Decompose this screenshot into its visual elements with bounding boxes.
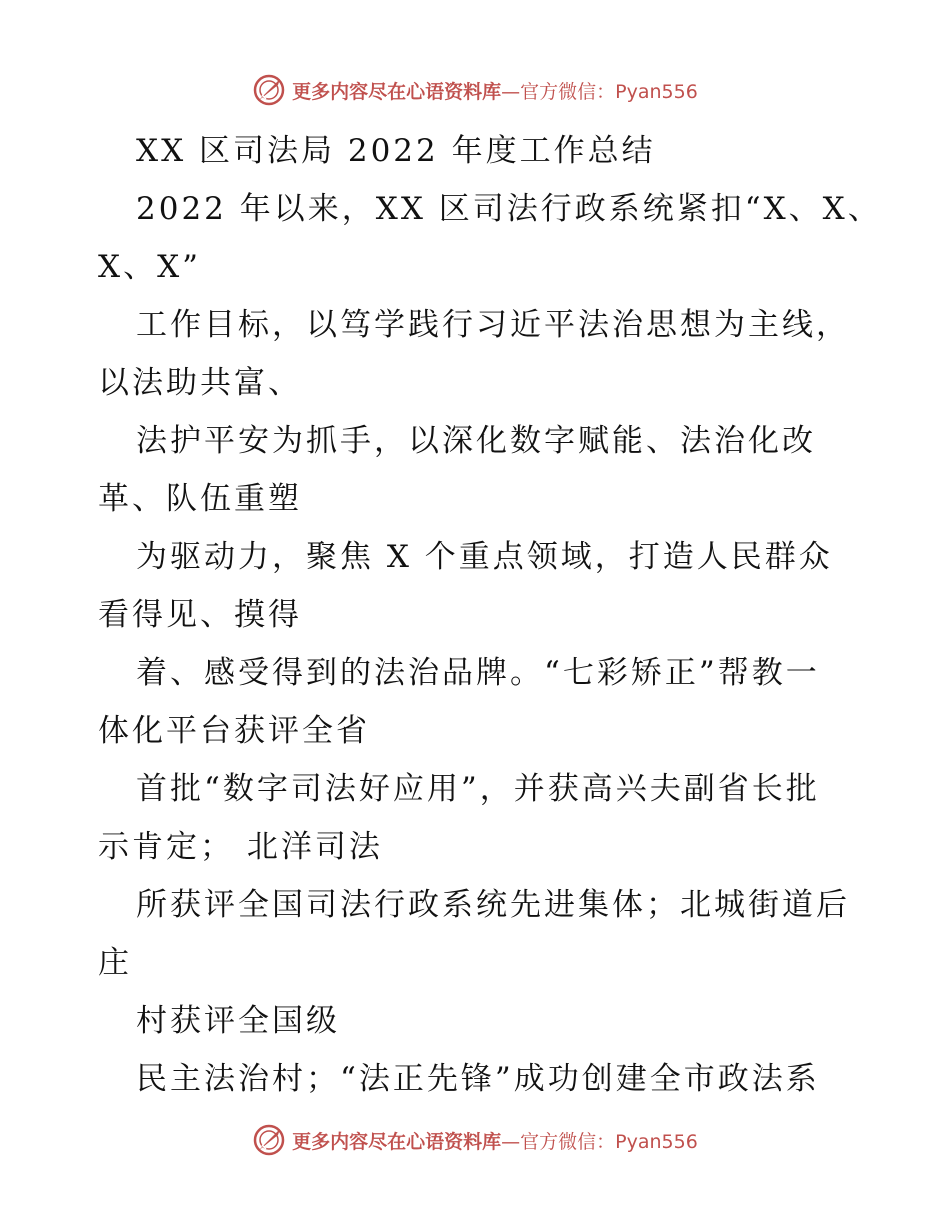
header-dash: — xyxy=(501,80,521,103)
paragraph-line: 庄 xyxy=(98,945,132,981)
paragraph-line: 以法助共富、 xyxy=(98,365,302,401)
footer-wechat-text: 官方微信：Pyan556 xyxy=(520,1130,698,1153)
document-title: XX 区司法局 2022 年度工作总结 xyxy=(136,133,656,169)
pen-seal-icon xyxy=(252,1123,286,1157)
footer-dash: — xyxy=(501,1130,521,1153)
header-banner-text xyxy=(292,77,698,104)
footer-banner-text xyxy=(292,1127,698,1154)
paragraph-line: 体化平台获评全省 xyxy=(98,713,370,749)
paragraph-line: 看得见、摸得 xyxy=(98,597,302,633)
header-banner-content xyxy=(252,73,698,107)
paragraph-line: 工作目标，以笃学践行习近平法治思想为主线， xyxy=(136,307,850,343)
paragraph-line: 法护平安为抓手，以深化数字赋能、法治化改 xyxy=(136,423,816,459)
header-site-text: 更多内容尽在心语资料库 xyxy=(292,80,502,103)
header-wechat-text: 官方微信：Pyan556 xyxy=(520,80,698,103)
document-body xyxy=(98,122,882,1108)
paragraph-line: X、X” xyxy=(98,249,201,285)
footer-banner-content xyxy=(252,1123,698,1157)
paragraph-line: 民主法治村；“法正先锋”成功创建全市政法系 xyxy=(136,1061,820,1097)
header-banner xyxy=(0,70,950,110)
paragraph-line: 首批“数字司法好应用”，并获高兴夫副省长批 xyxy=(136,771,820,807)
paragraph-line: 革、队伍重塑 xyxy=(98,481,302,517)
footer-site-text: 更多内容尽在心语资料库 xyxy=(292,1130,502,1153)
paragraph-line: 村获评全国级 xyxy=(136,1003,340,1039)
paragraph-line: 示肯定； 北洋司法 xyxy=(98,829,383,865)
paragraph-line: 为驱动力，聚焦 X 个重点领域，打造人民群众 xyxy=(136,539,833,575)
paragraph-line: 2022 年以来，XX 区司法行政系统紧扣“X、X、 xyxy=(136,191,882,227)
paragraph-line: 着、感受得到的法治品牌。“七彩矫正”帮教一 xyxy=(136,655,820,691)
pen-seal-icon xyxy=(252,73,286,107)
footer-banner xyxy=(0,1120,950,1160)
paragraph-line: 所获评全国司法行政系统先进集体；北城街道后 xyxy=(136,887,850,923)
